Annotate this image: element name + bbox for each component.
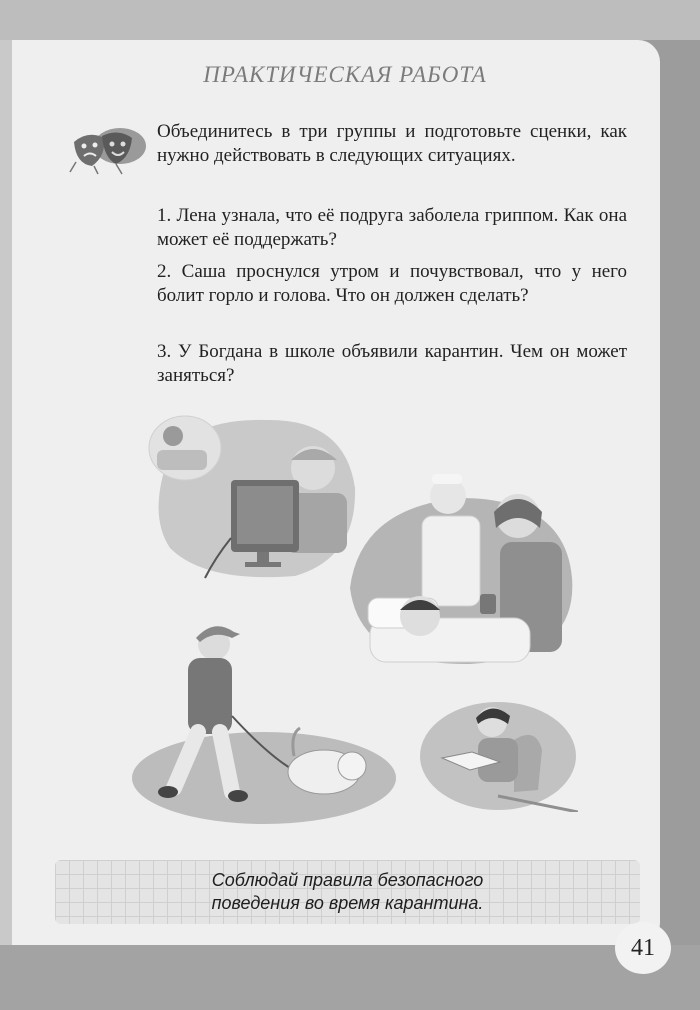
page-bottom-band [0,945,700,1010]
page-top-band [0,0,700,40]
boy-walking-dog-illustration [128,616,400,828]
task-item-2: 2. Саша проснулся утром и почувствовал, что у него болит горло и голова. Что он должен сделать? [157,261,627,306]
safety-tip-line-1: Соблюдай правила безопасного [211,870,484,890]
page-left-edge [0,40,12,1010]
intro-paragraph: Объединитесь в три группы и подготовьте сценки, как нужно действовать в следующих ситуациях. [157,121,627,166]
task-item-1: 1. Лена узнала, что её подруга заболела гриппом. Как она может её поддержать? [157,205,627,250]
girl-at-computer-illustration [145,408,360,583]
boy-reading-illustration [418,700,578,812]
safety-tip-box [55,860,640,924]
task-item-3: 3. У Богдана в школе объявили карантин. Чем он может заняться? [157,341,627,386]
page-number: 41 [615,922,671,974]
safety-tip-line-2: поведения во время карантина. [211,893,484,913]
theatre-masks-icon [66,124,148,176]
page-title: ПРАКТИЧЕСКАЯ РАБОТА [203,62,487,87]
safety-tip-text [55,869,640,915]
